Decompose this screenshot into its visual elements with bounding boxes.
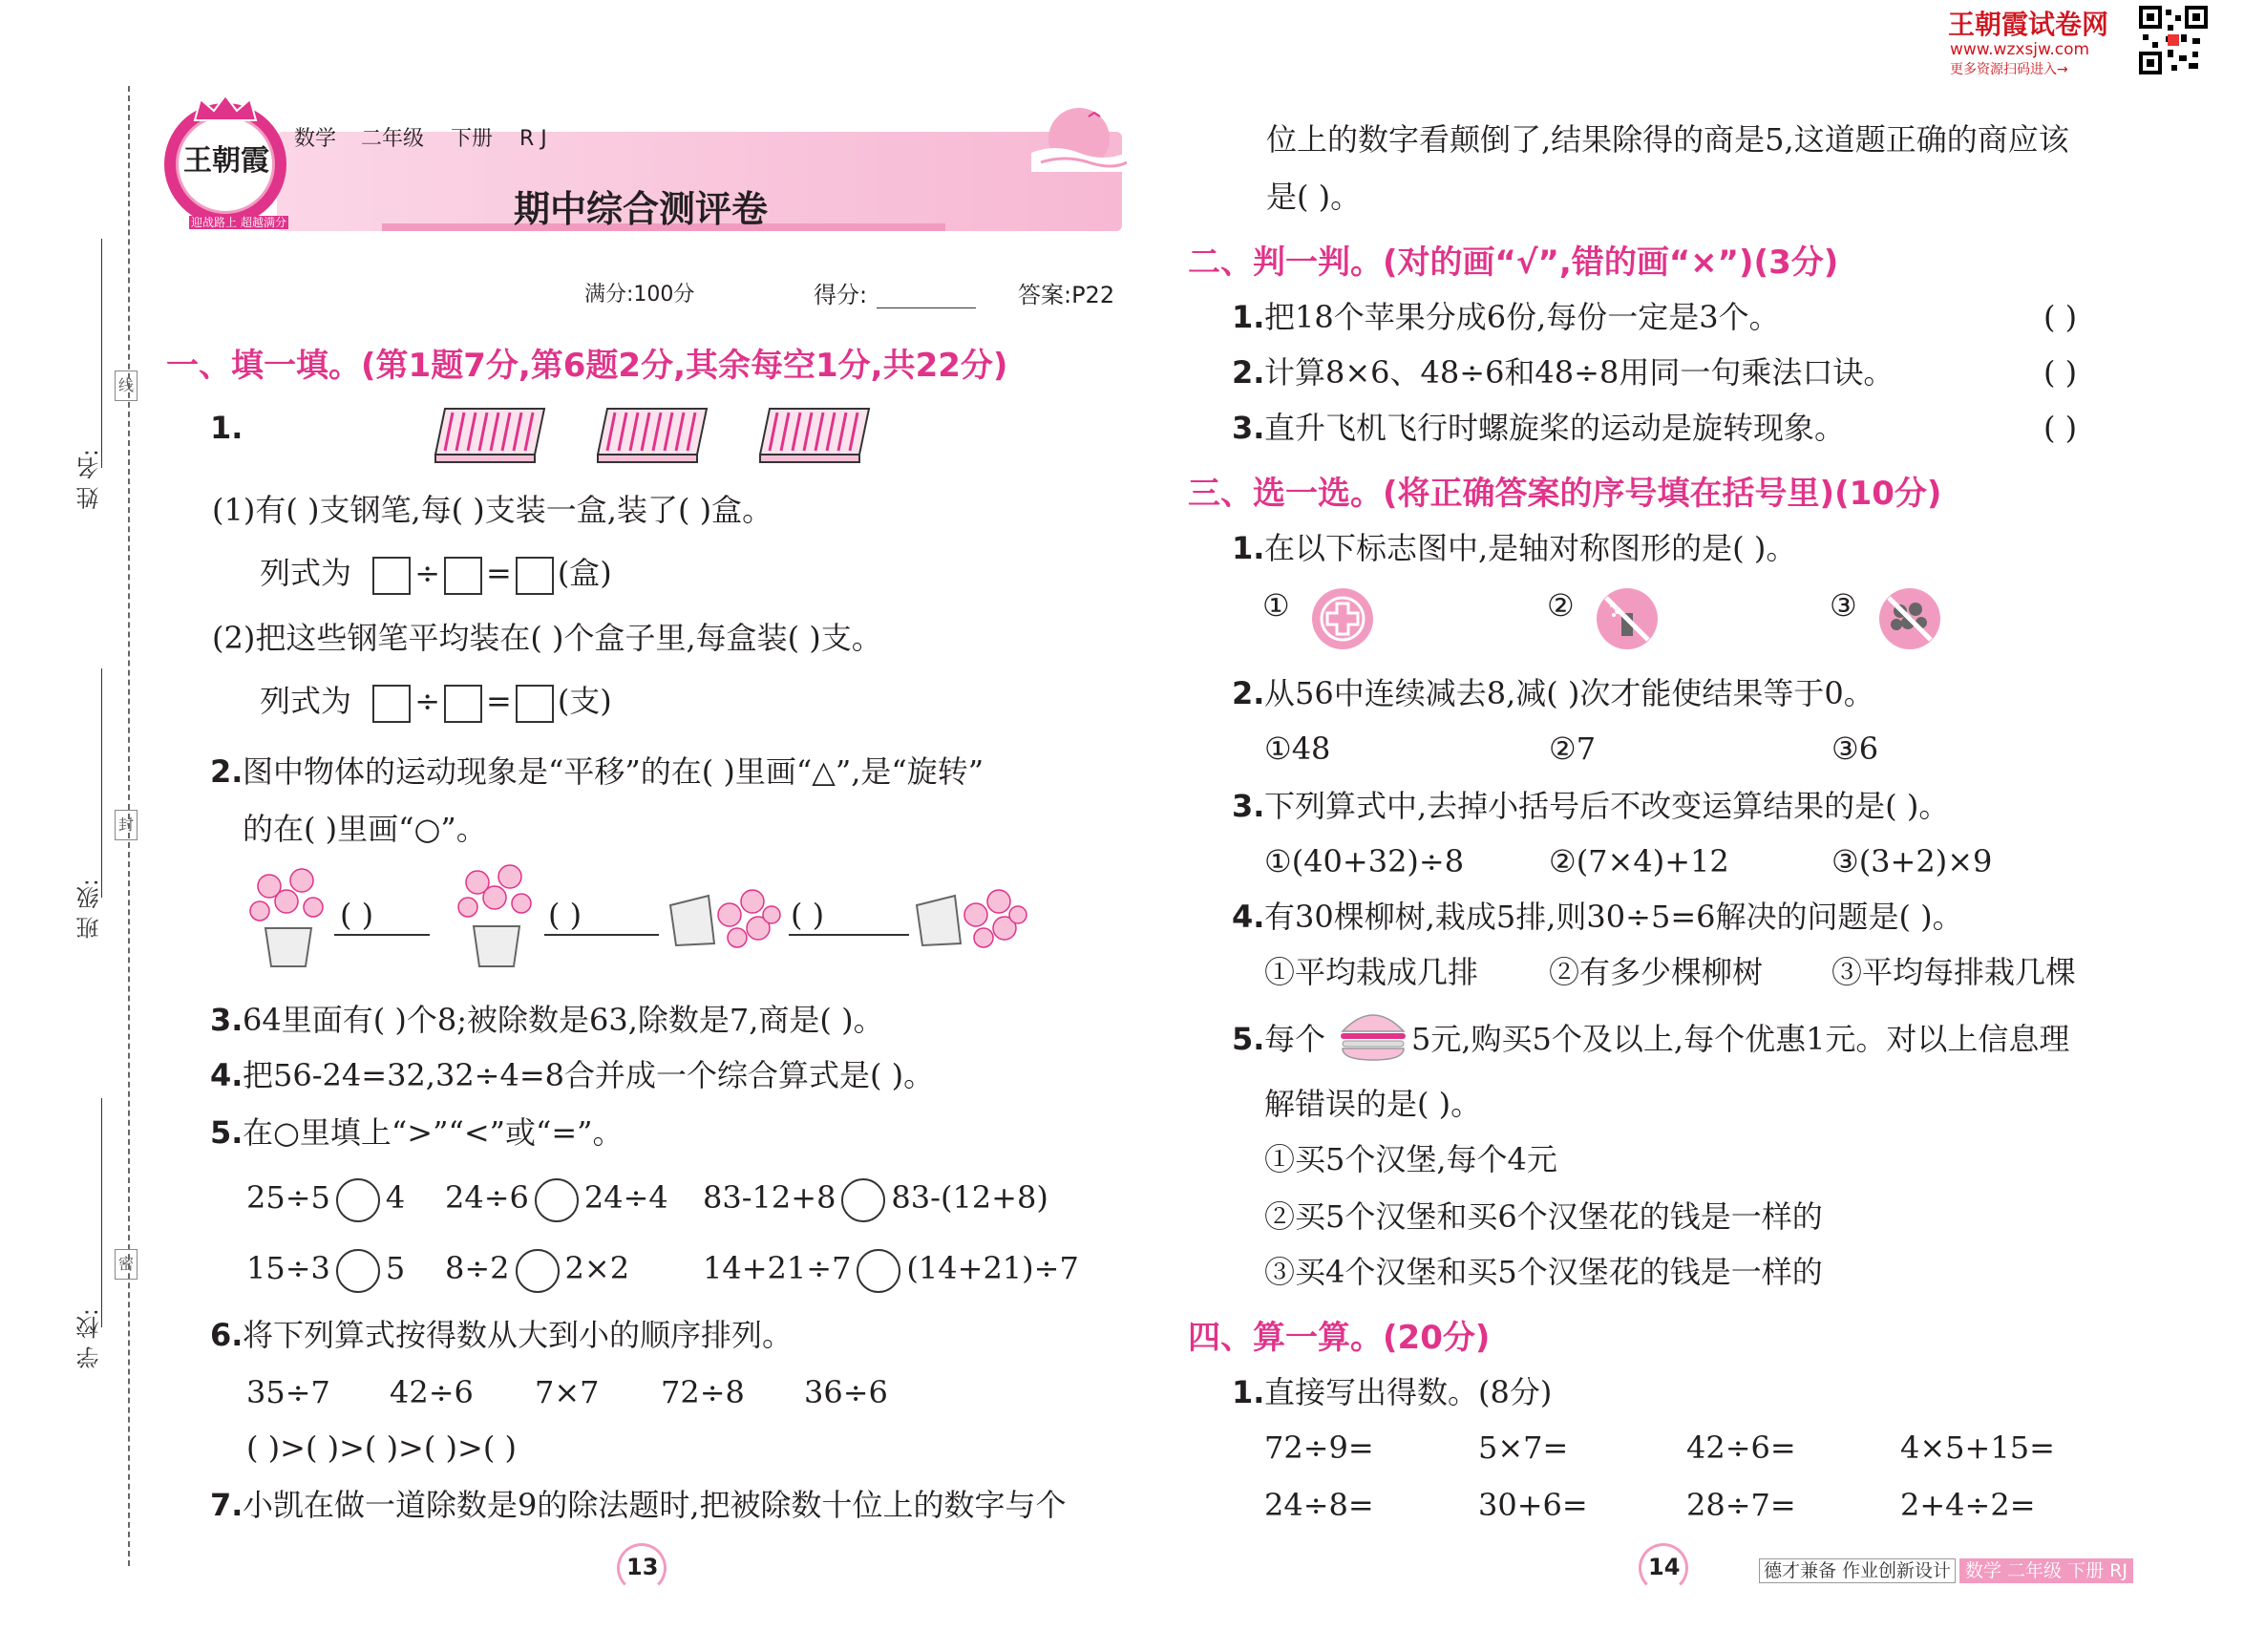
s3-q5-opt: ③买4个汉堡和买5个汉堡花的钱是一样的 [1264, 1254, 1823, 1290]
compare-left: 15÷3 [246, 1250, 330, 1286]
arrow-line [544, 934, 659, 936]
s3-q3-number: 3. [1232, 788, 1265, 824]
s3-q1-opt: ③ [1830, 587, 1857, 624]
fallen-pot-icon [913, 877, 1029, 959]
compare-item [703, 1245, 1079, 1293]
compare-right: 2×2 [564, 1250, 630, 1286]
compare-item [246, 1245, 405, 1293]
compare-right: 5 [385, 1250, 406, 1286]
footer-book: 数学 二年级 下册 RJ [1959, 1558, 2133, 1583]
binding-vline-3 [101, 1098, 102, 1327]
calc-item[interactable]: 72÷9= [1264, 1430, 1374, 1466]
compare-right: 24÷4 [583, 1179, 668, 1216]
s2-q2-answer[interactable]: ( ) [2043, 354, 2078, 391]
arrow-line [334, 934, 430, 936]
compare-circle[interactable] [535, 1178, 579, 1222]
flower-pot-icon [453, 856, 540, 972]
s3-q1-number: 1. [1232, 530, 1265, 566]
s3-q5-text-c: 解错误的是( )。 [1264, 1086, 1482, 1122]
compare-right: (14+21)÷7 [906, 1250, 1079, 1286]
motion-paren: ( ) [791, 897, 825, 933]
q3-text: 64里面有( )个8;被除数是63,除数是7,商是( )。 [243, 1002, 884, 1038]
compare-right: 83-(12+8) [891, 1179, 1048, 1216]
compare-left: 14+21÷7 [703, 1250, 852, 1286]
s3-q3-opt: ③(3+2)×9 [1831, 843, 1993, 879]
pen-box-icon [594, 403, 710, 466]
s2-q1-number: 1. [1232, 299, 1265, 335]
binding-vline-2 [101, 668, 102, 898]
school-label: 学 校: [76, 1308, 103, 1369]
q1-part2: (2)把这些钢笔平均装在( )个盒子里,每盒装( )支。 [212, 620, 882, 656]
page-title: 期中综合测评卷 [514, 188, 769, 230]
s3-q5-text-a: 每个 [1264, 1021, 1326, 1057]
header-subject: 数学 [294, 127, 337, 151]
logo-slogan-right: 超越满分 [241, 216, 287, 229]
s3-q1-text: 在以下标志图中,是轴对称图形的是( )。 [1264, 530, 1797, 566]
calc-item[interactable]: 5×7= [1478, 1430, 1569, 1466]
divide-sign: ÷ [414, 555, 440, 591]
q6-expr: 7×7 [535, 1374, 600, 1410]
header-edition: R J [519, 127, 547, 151]
q6-expr: 72÷8 [661, 1374, 745, 1410]
seal-line-mark: 封 [115, 810, 138, 840]
compare-circle[interactable] [516, 1249, 560, 1293]
calc-item[interactable]: 24÷8= [1264, 1487, 1374, 1523]
s3-q4-opt: ②有多少棵柳树 [1549, 954, 1764, 990]
q2-text-b: 的在( )里画“○”。 [243, 811, 487, 847]
q2-text-a: 图中物体的运动现象是“平移”的在( )里画“△”,是“旋转” [243, 753, 984, 790]
no-crowd-icon [1877, 586, 1942, 651]
score-label: 得分: [814, 282, 868, 308]
s3-q4-number: 4. [1232, 899, 1265, 935]
compare-circle[interactable] [336, 1178, 380, 1222]
flower-pot-icon [244, 859, 332, 972]
s3-q1-opt: ① [1262, 587, 1290, 624]
score-blank[interactable] [877, 307, 976, 308]
s3-q4-text: 有30棵柳树,栽成5排,则30÷5=6解决的问题是( )。 [1264, 899, 1963, 935]
section-1-title: 一、填一填。(第1题7分,第6题2分,其余每空1分,共22分) [166, 347, 1008, 385]
s3-q5-text-b: 5元,购买5个及以上,每个优惠1元。对以上信息理 [1411, 1021, 2070, 1057]
pen-box-icon [756, 403, 873, 466]
section-4-title: 四、算一算。(20分) [1188, 1319, 1491, 1357]
q7-text-cont-b: 是( )。 [1266, 179, 1362, 215]
page-number: 14 [1648, 1554, 1681, 1580]
q1-number: 1. [210, 410, 243, 446]
answer-box[interactable] [444, 557, 482, 595]
equals-sign: = [486, 683, 512, 719]
pen-box-icon [432, 403, 548, 466]
answer-box[interactable] [444, 685, 482, 723]
compare-item [445, 1245, 629, 1293]
motion-paren: ( ) [340, 897, 374, 933]
full-score: 满分:100分 [584, 283, 695, 307]
q6-number: 6. [210, 1317, 243, 1353]
fallen-pot-icon [667, 877, 783, 959]
s2-q2-number: 2. [1232, 354, 1265, 391]
footer-series: 德才兼备 作业创新设计 [1759, 1558, 1956, 1583]
watermark-brand: 王朝霞试卷网 [1948, 9, 2109, 40]
answer-page: 答案:P22 [1018, 282, 1115, 308]
name-label: 姓 名: [76, 449, 103, 510]
watermark [1948, 10, 2129, 76]
sun-wave-icon [1031, 95, 1127, 172]
s4-q1-number: 1. [1232, 1374, 1265, 1410]
q7-text-cont-a: 位上的数字看颠倒了,结果除得的商是5,这道题正确的商应该 [1266, 121, 2069, 158]
q6-expr: 36÷6 [804, 1374, 888, 1410]
s2-q3-answer[interactable]: ( ) [2043, 410, 2078, 446]
s3-q3-opt: ②(7×4)+12 [1549, 843, 1729, 879]
s2-q1-text: 把18个苹果分成6份,每份一定是3个。 [1264, 299, 1780, 335]
watermark-tip: 更多资源扫码进入→ [1950, 62, 2068, 77]
compare-right: 4 [385, 1179, 406, 1216]
q6-text: 将下列算式按得数从大到小的顺序排列。 [243, 1317, 794, 1353]
header-grade: 二年级 [361, 127, 425, 151]
s2-q3-number: 3. [1232, 410, 1265, 446]
unit-label: (盒) [557, 555, 612, 591]
s2-q3-text: 直升飞机飞行时螺旋桨的运动是旋转现象。 [1264, 410, 1846, 446]
section-3-title: 三、选一选。(将正确答案的序号填在括号里)(10分) [1188, 475, 1942, 513]
compare-left: 25÷5 [246, 1179, 330, 1216]
s3-q5-opt: ②买5个汉堡和买6个汉堡花的钱是一样的 [1264, 1198, 1823, 1235]
s2-q2-text: 计算8×6、48÷6和48÷8用同一句乘法口诀。 [1264, 354, 1895, 391]
s3-q5-number: 5. [1232, 1021, 1265, 1057]
unit-label: (支) [557, 683, 612, 719]
section-2-title: 二、判一判。(对的画“√”,错的画“×”)(3分) [1188, 244, 1839, 282]
s4-q1-text: 直接写出得数。(8分) [1264, 1374, 1553, 1410]
s3-q2-number: 2. [1232, 675, 1265, 711]
compare-circle[interactable] [857, 1249, 900, 1293]
calc-item[interactable]: 28÷7= [1686, 1487, 1796, 1523]
secret-line-mark: 密 [115, 1249, 138, 1280]
q4-number: 4. [210, 1057, 243, 1093]
q3-number: 3. [210, 1002, 243, 1038]
compare-left: 24÷6 [445, 1179, 529, 1216]
no-spray-icon [1595, 586, 1660, 651]
s3-q4-opt: ③平均每排栽几棵 [1831, 954, 2077, 990]
answer-box[interactable] [516, 557, 554, 595]
s3-q1-opt: ② [1547, 587, 1575, 624]
compare-circle[interactable] [841, 1178, 885, 1222]
divide-sign: ÷ [414, 683, 440, 719]
watermark-url: www.wzxsjw.com [1950, 40, 2090, 59]
q1-part1-formula [260, 552, 612, 595]
compare-item [703, 1175, 1048, 1222]
s3-q2-opt: ③6 [1831, 731, 1879, 767]
calc-item[interactable]: 4×5+15= [1900, 1430, 2055, 1466]
compare-item [246, 1175, 405, 1222]
formula-label: 列式为 [260, 683, 352, 719]
s3-q2-opt: ①48 [1264, 731, 1331, 767]
q1-part1: (1)有( )支钢笔,每( )支装一盒,装了( )盒。 [212, 492, 773, 528]
s3-q2-text: 从56中连续减去8,减( )次才能使结果等于0。 [1264, 675, 1874, 711]
class-label: 班 级: [76, 879, 103, 940]
calc-item[interactable]: 30+6= [1478, 1487, 1588, 1523]
compare-item [445, 1175, 668, 1222]
s3-q5-opt: ①买5个汉堡,每个4元 [1264, 1141, 1557, 1177]
q6-expr: 42÷6 [390, 1374, 474, 1410]
compare-left: 8÷2 [445, 1250, 510, 1286]
s3-q3-text: 下列算式中,去掉小括号后不改变运算结果的是( )。 [1264, 788, 1950, 824]
q5-text: 在○里填上“>”“<”或“=”。 [243, 1114, 624, 1151]
q7-number: 7. [210, 1487, 243, 1523]
q6-order[interactable]: ( )>( )>( )>( )>( ) [246, 1430, 517, 1466]
qr-code-icon [2139, 6, 2208, 74]
cut-line-mark: 线 [115, 371, 138, 401]
compare-circle[interactable] [336, 1249, 380, 1293]
calc-item[interactable]: 42÷6= [1686, 1430, 1796, 1466]
s3-q2-opt: ②7 [1549, 731, 1597, 767]
logo-name: 王朝霞 [183, 144, 269, 178]
answer-box[interactable] [372, 685, 411, 723]
q6-expr: 35÷7 [246, 1374, 330, 1410]
formula-label: 列式为 [260, 555, 352, 591]
page-number: 13 [626, 1554, 659, 1580]
binding-vline-1 [101, 239, 102, 468]
s3-q3-opt: ①(40+32)÷8 [1264, 843, 1465, 879]
crown-icon [191, 94, 260, 122]
compare-left: 83-12+8 [703, 1179, 836, 1216]
q1-part2-formula [260, 680, 612, 723]
logo-slogan-left: 迎战路上 [191, 216, 238, 229]
medical-cross-icon [1310, 586, 1375, 651]
motion-paren: ( ) [548, 897, 582, 933]
q7-text: 小凯在做一道除数是9的除法题时,把被除数十位上的数字与个 [243, 1487, 1067, 1523]
calc-item[interactable]: 2+4÷2= [1900, 1487, 2036, 1523]
header-term: 下册 [451, 127, 494, 151]
q5-number: 5. [210, 1114, 243, 1151]
q4-text: 把56-24=32,32÷4=8合并成一个综合算式是( )。 [243, 1057, 935, 1093]
arrow-line [789, 934, 909, 936]
s3-q4-opt: ①平均栽成几排 [1264, 954, 1479, 990]
answer-box[interactable] [516, 685, 554, 723]
equals-sign: = [486, 555, 512, 591]
q2-number: 2. [210, 753, 243, 790]
s2-q1-answer[interactable]: ( ) [2043, 299, 2078, 335]
hamburger-icon [1337, 1005, 1409, 1064]
answer-box[interactable] [372, 557, 411, 595]
